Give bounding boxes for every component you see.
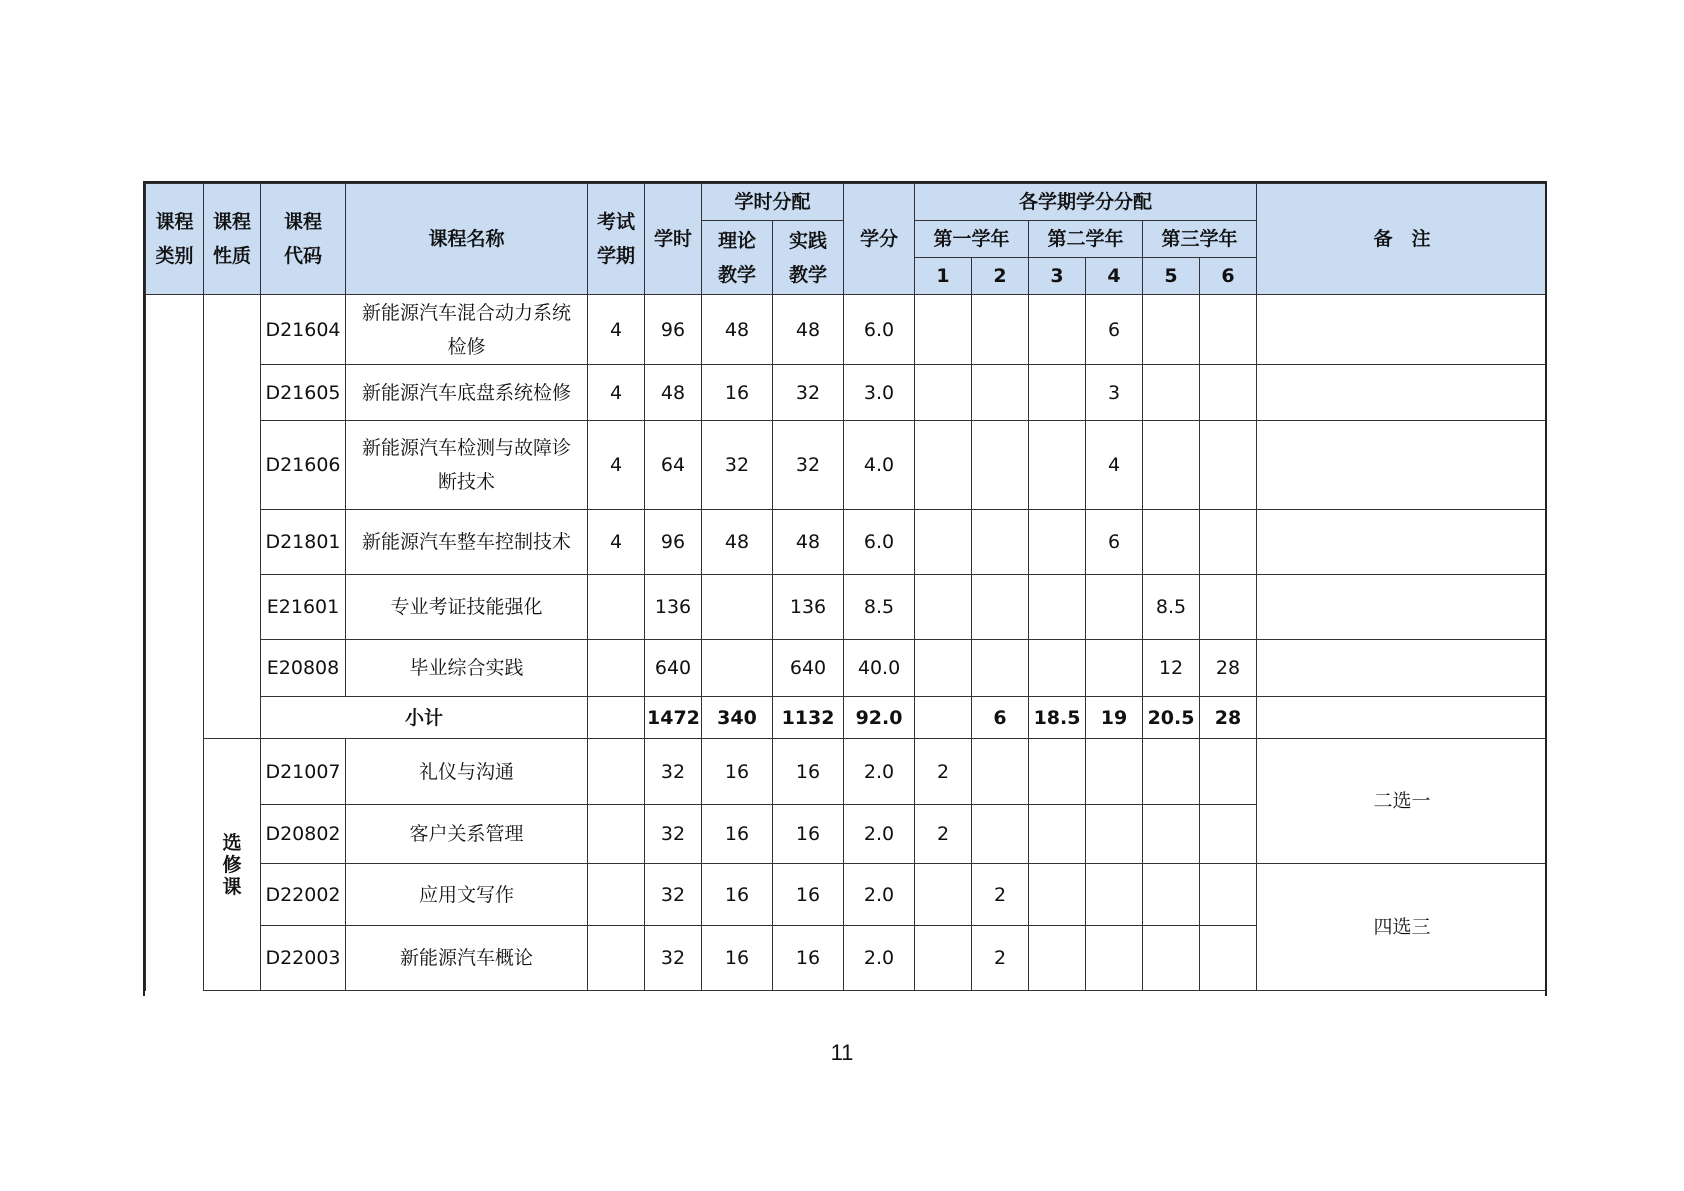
theory-hours: 32 [702, 421, 773, 510]
term-credit-3 [1029, 421, 1086, 510]
credits: 4.0 [844, 421, 915, 510]
header-hours-alloc: 学时分配 [702, 184, 844, 221]
subtotal-term-2: 6 [972, 697, 1029, 739]
practice-hours: 32 [773, 421, 844, 510]
hours: 96 [645, 510, 702, 575]
header-term-1: 1 [915, 258, 972, 295]
course-name: 新能源汽车混合动力系统检修 [346, 295, 588, 365]
term-credit-1: 2 [915, 805, 972, 864]
remark [1257, 421, 1547, 510]
theory-hours: 16 [702, 739, 773, 805]
term-credit-5 [1143, 295, 1200, 365]
theory-hours: 16 [702, 365, 773, 421]
credits: 6.0 [844, 510, 915, 575]
term-credit-2 [972, 510, 1029, 575]
exam-term [588, 805, 645, 864]
header-hours: 学时 [645, 184, 702, 295]
course-code: D22002 [261, 864, 346, 926]
hours: 32 [645, 739, 702, 805]
term-credit-3 [1029, 805, 1086, 864]
remark [1257, 295, 1547, 365]
term-credit-5 [1143, 864, 1200, 926]
term-credit-4 [1086, 864, 1143, 926]
header-remarks: 备 注 [1257, 184, 1547, 295]
exam-term [588, 926, 645, 991]
term-credit-6 [1200, 805, 1257, 864]
course-code: D21605 [261, 365, 346, 421]
hours: 64 [645, 421, 702, 510]
course-name: 新能源汽车底盘系统检修 [346, 365, 588, 421]
header-year2: 第二学年 [1029, 221, 1143, 258]
theory-hours: 16 [702, 926, 773, 991]
hours: 96 [645, 295, 702, 365]
term-credit-2: 2 [972, 926, 1029, 991]
elective-label [204, 739, 261, 991]
practice-hours: 16 [773, 739, 844, 805]
term-credit-1 [915, 640, 972, 697]
page-number: 11 [830, 1040, 854, 1065]
credits: 8.5 [844, 575, 915, 640]
term-credit-5: 8.5 [1143, 575, 1200, 640]
credits: 2.0 [844, 926, 915, 991]
term-credit-4: 6 [1086, 510, 1143, 575]
course-code: D21606 [261, 421, 346, 510]
credits: 3.0 [844, 365, 915, 421]
term-credit-5 [1143, 926, 1200, 991]
course-code: E20808 [261, 640, 346, 697]
hours: 32 [645, 864, 702, 926]
exam-term: 4 [588, 421, 645, 510]
term-credit-6 [1200, 295, 1257, 365]
term-credit-6 [1200, 575, 1257, 640]
term-credit-2 [972, 739, 1029, 805]
course-name: 新能源汽车概论 [346, 926, 588, 991]
term-credit-3 [1029, 640, 1086, 697]
term-credit-6 [1200, 421, 1257, 510]
practice-hours: 640 [773, 640, 844, 697]
exam-term: 4 [588, 295, 645, 365]
header-year3: 第三学年 [1143, 221, 1257, 258]
header-credit-alloc: 各学期学分分配 [915, 184, 1257, 221]
table-row [146, 739, 1548, 805]
table-row [146, 365, 1548, 421]
term-credit-1 [915, 864, 972, 926]
term-credit-4 [1086, 739, 1143, 805]
term-credit-6 [1200, 510, 1257, 575]
term-credit-3 [1029, 926, 1086, 991]
table-row [146, 864, 1548, 926]
header-name: 课程名称 [346, 184, 588, 295]
category-cell [146, 295, 204, 991]
remark [1257, 510, 1547, 575]
header-term-6: 6 [1200, 258, 1257, 295]
term-credit-1 [915, 365, 972, 421]
term-credit-2: 2 [972, 864, 1029, 926]
term-credit-6 [1200, 365, 1257, 421]
course-table-wrapper [143, 181, 1547, 996]
header-exam-term: 考试学期 [588, 184, 645, 295]
header-category: 课程类别 [146, 184, 204, 295]
term-credit-1: 2 [915, 739, 972, 805]
theory-hours: 16 [702, 805, 773, 864]
course-name: 毕业综合实践 [346, 640, 588, 697]
term-credit-6 [1200, 739, 1257, 805]
hours: 32 [645, 805, 702, 864]
credits: 40.0 [844, 640, 915, 697]
exam-term [588, 640, 645, 697]
exam-term: 4 [588, 365, 645, 421]
practice-hours: 16 [773, 864, 844, 926]
remark [1257, 575, 1547, 640]
term-credit-3 [1029, 575, 1086, 640]
course-code: E21601 [261, 575, 346, 640]
subtotal-theory: 340 [702, 697, 773, 739]
remark-group-2: 四选三 [1257, 864, 1547, 991]
term-credit-3 [1029, 365, 1086, 421]
exam-term: 4 [588, 510, 645, 575]
term-credit-2 [972, 421, 1029, 510]
header-practice: 实践教学 [773, 221, 844, 295]
subtotal-remark [1257, 697, 1547, 739]
course-code: D21801 [261, 510, 346, 575]
term-credit-2 [972, 295, 1029, 365]
course-code: D20802 [261, 805, 346, 864]
term-credit-6 [1200, 864, 1257, 926]
subtotal-exam [588, 697, 645, 739]
header-row-1 [146, 184, 1548, 221]
exam-term [588, 575, 645, 640]
course-plan-table [145, 183, 1547, 991]
term-credit-4 [1086, 575, 1143, 640]
credits: 6.0 [844, 295, 915, 365]
exam-term [588, 739, 645, 805]
header-year1: 第一学年 [915, 221, 1029, 258]
term-credit-1 [915, 575, 972, 640]
hours: 48 [645, 365, 702, 421]
hours: 640 [645, 640, 702, 697]
term-credit-4 [1086, 640, 1143, 697]
header-term-5: 5 [1143, 258, 1200, 295]
subtotal-term-5: 20.5 [1143, 697, 1200, 739]
course-name: 专业考证技能强化 [346, 575, 588, 640]
credits: 2.0 [844, 805, 915, 864]
remark [1257, 640, 1547, 697]
table-row [146, 640, 1548, 697]
table-row [146, 295, 1548, 365]
practice-hours: 32 [773, 365, 844, 421]
term-credit-2 [972, 365, 1029, 421]
course-code: D22003 [261, 926, 346, 991]
term-credit-1 [915, 295, 972, 365]
term-credit-5: 12 [1143, 640, 1200, 697]
course-code: D21604 [261, 295, 346, 365]
subtotal-term-1 [915, 697, 972, 739]
subtotal-term-6: 28 [1200, 697, 1257, 739]
header-code: 课程代码 [261, 184, 346, 295]
term-credit-6: 28 [1200, 640, 1257, 697]
term-credit-5 [1143, 421, 1200, 510]
term-credit-5 [1143, 805, 1200, 864]
term-credit-3 [1029, 739, 1086, 805]
term-credit-5 [1143, 510, 1200, 575]
header-term-4: 4 [1086, 258, 1143, 295]
exam-term [588, 864, 645, 926]
header-theory: 理论教学 [702, 221, 773, 295]
theory-hours [702, 575, 773, 640]
elective-label-text: 选修课 [222, 831, 242, 898]
term-credit-3 [1029, 510, 1086, 575]
subtotal-credits: 92.0 [844, 697, 915, 739]
term-credit-1 [915, 926, 972, 991]
practice-hours: 16 [773, 805, 844, 864]
theory-hours: 16 [702, 864, 773, 926]
subtotal-practice: 1132 [773, 697, 844, 739]
practice-hours: 136 [773, 575, 844, 640]
credits: 2.0 [844, 739, 915, 805]
course-name: 新能源汽车整车控制技术 [346, 510, 588, 575]
table-row [146, 575, 1548, 640]
term-credit-6 [1200, 926, 1257, 991]
term-credit-1 [915, 510, 972, 575]
course-code: D21007 [261, 739, 346, 805]
subtotal-row [146, 697, 1548, 739]
remark-group-1: 二选一 [1257, 739, 1547, 864]
subtotal-hours: 1472 [645, 697, 702, 739]
remark [1257, 365, 1547, 421]
term-credit-4 [1086, 805, 1143, 864]
term-credit-5 [1143, 739, 1200, 805]
hours: 32 [645, 926, 702, 991]
table-row [146, 510, 1548, 575]
term-credit-2 [972, 575, 1029, 640]
term-credit-1 [915, 421, 972, 510]
term-credit-5 [1143, 365, 1200, 421]
header-nature: 课程性质 [204, 184, 261, 295]
hours: 136 [645, 575, 702, 640]
header-term-3: 3 [1029, 258, 1086, 295]
practice-hours: 48 [773, 295, 844, 365]
practice-hours: 48 [773, 510, 844, 575]
term-credit-2 [972, 805, 1029, 864]
term-credit-4: 6 [1086, 295, 1143, 365]
table-row [146, 421, 1548, 510]
practice-hours: 16 [773, 926, 844, 991]
theory-hours: 48 [702, 295, 773, 365]
term-credit-2 [972, 640, 1029, 697]
term-credit-3 [1029, 864, 1086, 926]
course-name: 礼仪与沟通 [346, 739, 588, 805]
subtotal-term-4: 19 [1086, 697, 1143, 739]
course-name: 客户关系管理 [346, 805, 588, 864]
course-name: 应用文写作 [346, 864, 588, 926]
header-term-2: 2 [972, 258, 1029, 295]
header-credits: 学分 [844, 184, 915, 295]
term-credit-4: 4 [1086, 421, 1143, 510]
credits: 2.0 [844, 864, 915, 926]
term-credit-4 [1086, 926, 1143, 991]
nature-cell [204, 295, 261, 739]
subtotal-label: 小计 [261, 697, 588, 739]
subtotal-term-3: 18.5 [1029, 697, 1086, 739]
term-credit-4: 3 [1086, 365, 1143, 421]
term-credit-3 [1029, 295, 1086, 365]
theory-hours: 48 [702, 510, 773, 575]
course-name: 新能源汽车检测与故障诊断技术 [346, 421, 588, 510]
theory-hours [702, 640, 773, 697]
